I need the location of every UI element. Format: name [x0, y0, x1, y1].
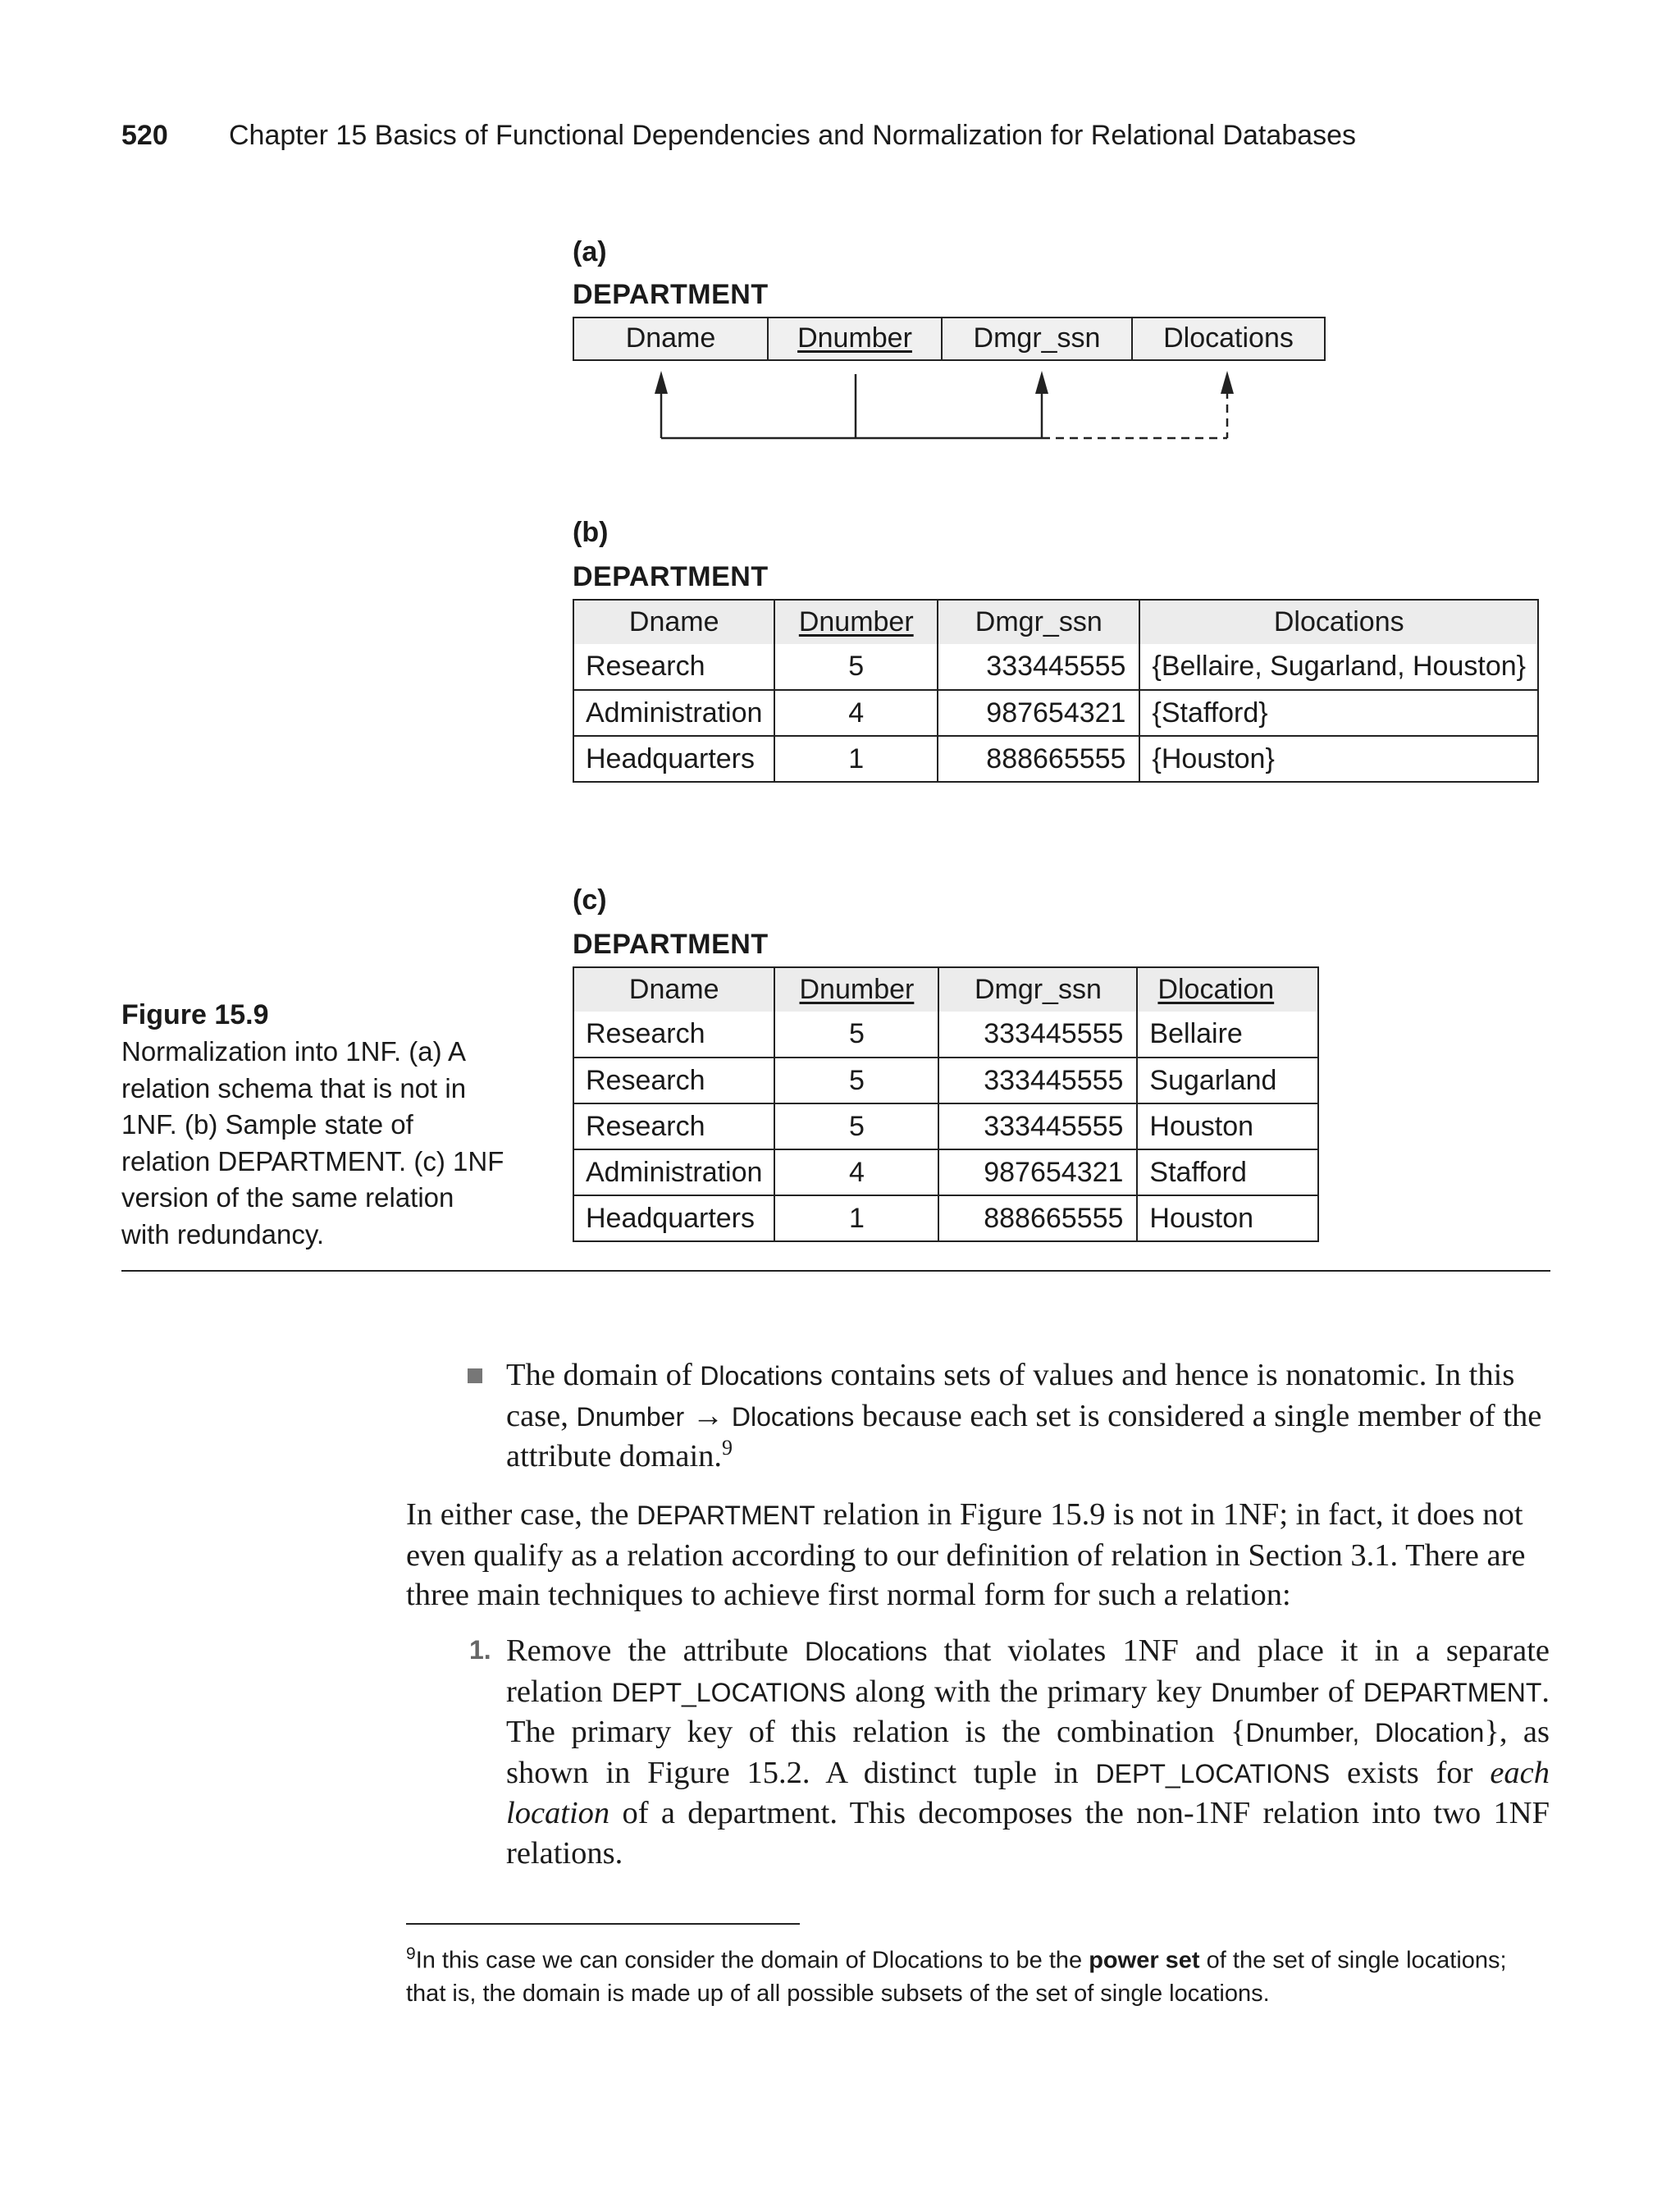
part-a-relation-name: DEPARTMENT: [573, 279, 769, 310]
part-c-relation-name: DEPARTMENT: [573, 929, 769, 960]
footnote-divider: [406, 1923, 800, 1925]
cell-dnumber: 1: [774, 1195, 938, 1241]
cell-dlocation: Houston: [1137, 1103, 1318, 1149]
table-row: [573, 644, 1538, 690]
cell-dmgr-ssn: 888665555: [938, 1195, 1137, 1241]
cell-dmgr-ssn: 987654321: [938, 1149, 1137, 1195]
figure-divider: [121, 1270, 1550, 1272]
functional-dependency-arrow: →: [684, 1398, 732, 1433]
cell-dname: Research: [573, 1103, 774, 1149]
cell-dnumber: 5: [774, 1058, 938, 1103]
part-a-schema: [573, 317, 1326, 361]
table-row: [573, 1012, 1318, 1058]
column-header-dmgr-ssn: Dmgr_ssn: [938, 967, 1137, 1012]
column-header-dname: Dname: [573, 600, 774, 644]
page-number: 520: [121, 120, 168, 151]
cell-dmgr-ssn: 333445555: [938, 1103, 1137, 1149]
list-item-number: 1.: [469, 1635, 491, 1665]
cell-dlocations: {Bellaire, Sugarland, Houston}: [1139, 644, 1538, 690]
cell-dnumber: 5: [774, 1012, 938, 1058]
cell-dlocation: Sugarland: [1137, 1058, 1318, 1103]
cell-dname: Research: [573, 1012, 774, 1058]
schema-attr-dnumber: Dnumber: [769, 318, 943, 359]
table-row: [573, 1103, 1318, 1149]
cell-dmgr-ssn: 987654321: [938, 690, 1139, 736]
part-c-table: [573, 966, 1319, 1242]
table-row: [573, 1058, 1318, 1103]
column-header-dnumber: Dnumber: [774, 600, 938, 644]
table-header-row: [573, 600, 1538, 644]
footnote-ref: 9: [722, 1436, 733, 1460]
cell-dlocation: Stafford: [1137, 1149, 1318, 1195]
schema-attr-dmgr-ssn: Dmgr_ssn: [943, 318, 1133, 359]
part-b-relation-name: DEPARTMENT: [573, 561, 769, 592]
part-c-label: (c): [573, 884, 607, 916]
column-header-dlocations: Dlocations: [1139, 600, 1538, 644]
cell-dnumber: 4: [774, 1149, 938, 1195]
table-row: [573, 1149, 1318, 1195]
attribute-name: Dlocations: [731, 1401, 855, 1432]
cell-dmgr-ssn: 888665555: [938, 736, 1139, 782]
cell-dnumber: 5: [774, 644, 938, 690]
table-row: [573, 690, 1538, 736]
column-header-dmgr-ssn: Dmgr_ssn: [938, 600, 1139, 644]
table-row: [573, 1195, 1318, 1241]
column-header-dnumber: Dnumber: [774, 967, 938, 1012]
cell-dmgr-ssn: 333445555: [938, 1012, 1137, 1058]
cell-dnumber: 1: [774, 736, 938, 782]
table-header-row: [573, 967, 1318, 1012]
part-b-label: (b): [573, 517, 609, 548]
schema-attr-dlocations: Dlocations: [1133, 318, 1324, 359]
part-a-label: (a): [573, 236, 607, 267]
cell-dmgr-ssn: 333445555: [938, 1058, 1137, 1103]
cell-dname: Administration: [573, 1149, 774, 1195]
attribute-name: Dlocations: [700, 1361, 823, 1391]
body-paragraph: In either case, the DEPARTMENT relation in Figure 15.9 is not in 1NF; in fact, it does not even qualify as a relation according to our definition of relation in Section 3.1. There are three main techniques to achieve first normal form for such a relation:: [406, 1497, 1526, 1612]
cell-dname: Research: [573, 1058, 774, 1103]
cell-dname: Administration: [573, 690, 774, 736]
cell-dmgr-ssn: 333445555: [938, 644, 1139, 690]
cell-dname: Headquarters: [573, 1195, 774, 1241]
running-head: Chapter 15 Basics of Functional Dependencies and Normalization for Relational Databases: [229, 120, 1356, 151]
bullet-paragraph: The domain of Dlocations contains sets of values and hence is nonatomic. In this case, Dnumber → Dlocations because each set is considered a single member of the attribute domain.$^9$: [506, 1358, 1542, 1473]
cell-dname: Research: [573, 644, 774, 690]
figure-caption: Normalization into 1NF. (a) A relation schema that is not in 1NF. (b) Sample state of relation DEPARTMENT. (c) 1NF version of the same relation with redundancy.: [121, 1036, 504, 1249]
attribute-name: Dnumber: [576, 1401, 685, 1432]
cell-dnumber: 5: [774, 1103, 938, 1149]
bullet-square-icon: [468, 1368, 482, 1383]
column-header-dlocation: Dlocation: [1137, 967, 1318, 1012]
part-b-table: [573, 599, 1539, 783]
column-header-dname: Dname: [573, 967, 774, 1012]
footnote-number: 9: [406, 1944, 416, 1963]
cell-dname: Headquarters: [573, 736, 774, 782]
cell-dlocation: Houston: [1137, 1195, 1318, 1241]
relation-name: DEPARTMENT: [637, 1501, 815, 1530]
cell-dlocation: Bellaire: [1137, 1012, 1318, 1058]
cell-dlocations: {Houston}: [1139, 736, 1538, 782]
functional-dependency-arrows: [573, 358, 1326, 448]
footnote: $^9$In this case we can consider the domain of Dlocations to be the power set of the set of single locations; that is, the domain is made up of all possible subsets of the set of single locations.: [406, 1944, 1507, 2007]
cell-dlocations: {Stafford}: [1139, 690, 1538, 736]
schema-attr-dname: Dname: [574, 318, 769, 359]
list-item: Remove the attribute Dlocations that violates 1NF and place it in a separate relation DEPT_LOCATIONS along with the primary key Dnumber of DEPARTMENT. The primary key of this relation is the combination {Dnumber, Dlocation}, as shown in Figure 15.2. A distinct tuple in DEPT_LOCATIONS exists for each location of a department. This decomposes the non-1NF relation into two 1NF relations.: [506, 1633, 1550, 1871]
table-row: [573, 736, 1538, 782]
cell-dnumber: 4: [774, 690, 938, 736]
figure-label: Figure 15.9: [121, 999, 269, 1030]
